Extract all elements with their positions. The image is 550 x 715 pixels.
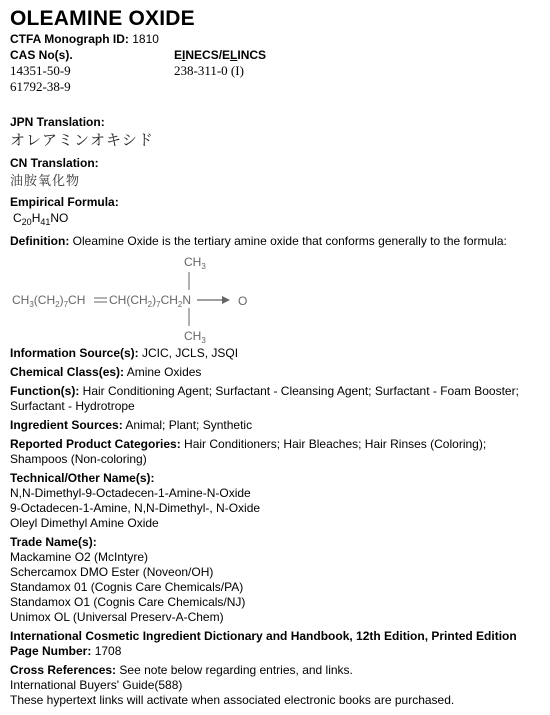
technical-name-item: N,N-Dimethyl-9-Octadecen-1-Amine-N-Oxide — [10, 486, 251, 500]
functions-label: Function(s): — [10, 384, 80, 398]
trade-name-item: Standamox O1 (Cognis Care Chemicals/NJ) — [10, 595, 246, 609]
monograph-id-row — [10, 32, 545, 47]
arrow-head-icon — [222, 296, 230, 304]
cas-label: CAS No(s). — [10, 48, 73, 62]
page-number-value: 1708 — [94, 644, 122, 658]
page-number-label: Page Number: — [10, 644, 92, 658]
jpn-label: JPN Translation: — [10, 115, 105, 129]
cross-references-row — [10, 663, 545, 678]
einecs-label: EINECS/ELINCS — [174, 48, 267, 62]
structure-bottom-methyl: $CH_3$ — [184, 329, 206, 345]
definition-text: Oleamine Oxide is the tertiary amine oxide that conforms generally to the formula: — [72, 234, 507, 248]
structure-oxygen: O — [238, 294, 248, 308]
technical-name-item: 9-Octadecen-1-Amine, N,N-Dimethyl-, N-Oxide — [10, 501, 261, 515]
functions-value: Hair Conditioning Agent; Surfactant - Cleansing Agent; Surfactant - Foam Booster; Surfactant - Hydrotrope — [10, 384, 519, 413]
definition-label: Definition: — [10, 234, 70, 248]
monograph-page — [10, 6, 545, 708]
trade-name-item: Unimox OL (Universal Preserv-A-Chem) — [10, 610, 224, 624]
trade-names-label: Trade Name(s): — [10, 535, 97, 549]
cas-column — [10, 48, 174, 95]
trade-name-item: Mackamine O2 (McIntyre) — [10, 550, 149, 564]
cn-translation: 油胺氧化物 — [10, 173, 81, 188]
cn-label: CN Translation: — [10, 156, 99, 170]
structural-formula — [12, 250, 545, 346]
structure-top-methyl: $CH_3$ — [184, 255, 206, 271]
info-source-row — [10, 346, 545, 361]
monograph-id-value: 1810 — [132, 32, 159, 46]
svg-text:CH3(CH2)7CH: $CH_3(CH_2)_7CH$ — [12, 293, 86, 309]
structure-chain — [12, 293, 191, 309]
jpn-translation: オレアミンオキシド — [10, 132, 154, 149]
handbook-label: International Cosmetic Ingredient Dictionary and Handbook, 12th Edition, Printed Edition — [10, 629, 517, 643]
trade-name-item: Standamox 01 (Cognis Care Chemicals/PA) — [10, 580, 244, 594]
product-categories-value: Hair Conditioners; Hair Bleaches; Hair Rinses (Coloring); Shampoos (Non-coloring) — [10, 437, 487, 466]
cross-references-value: See note below regarding entries, and links. — [119, 663, 353, 677]
formula-label: Empirical Formula: — [10, 195, 119, 209]
trade-name-item: Schercamox DMO Ester (Noveon/OH) — [10, 565, 214, 579]
ingredient-sources-label: Ingredient Sources: — [10, 418, 123, 432]
cas-number: 61792-38-9 — [10, 79, 71, 94]
ingredient-sources-row — [10, 418, 545, 433]
chemical-class-label: Chemical Class(es): — [10, 365, 125, 379]
definition-row — [10, 234, 545, 249]
product-categories-row — [10, 437, 545, 467]
page-title: OLEAMINE OXIDE — [10, 7, 195, 30]
links-note: These hypertext links will activate when associated electronic books are purchased. — [10, 693, 455, 707]
info-source-value: JCIC, JCLS, JSQI — [142, 346, 239, 360]
cross-references-label: Cross References: — [10, 663, 117, 677]
info-source-label: Information Source(s): — [10, 346, 139, 360]
empirical-formula: $C_{20}H_{41}NO$ — [13, 211, 69, 227]
chemical-class-value: Amine Oxides — [126, 365, 202, 379]
technical-names-label: Technical/Other Name(s): — [10, 471, 155, 485]
registry-numbers — [10, 48, 545, 95]
page-number-row — [10, 644, 545, 659]
cas-number: 14351-50-9 — [10, 63, 71, 78]
einecs-column — [174, 48, 266, 95]
ingredient-sources-value: Animal; Plant; Synthetic — [125, 418, 253, 432]
technical-name-item: Oleyl Dimethyl Amine Oxide — [10, 516, 159, 530]
monograph-id-label: CTFA Monograph ID: — [10, 32, 129, 46]
buyers-guide-link[interactable]: International Buyers' Guide(588) — [10, 678, 183, 692]
functions-row — [10, 384, 545, 414]
svg-text:CH(CH2)7CH2N: $CH(CH_2)_7CH_2N$ — [109, 293, 192, 309]
structure-drawing — [12, 250, 262, 346]
einecs-number: 238-311-0 (I) — [174, 63, 244, 78]
chemical-class-row — [10, 365, 545, 380]
product-categories-label: Reported Product Categories: — [10, 437, 181, 451]
